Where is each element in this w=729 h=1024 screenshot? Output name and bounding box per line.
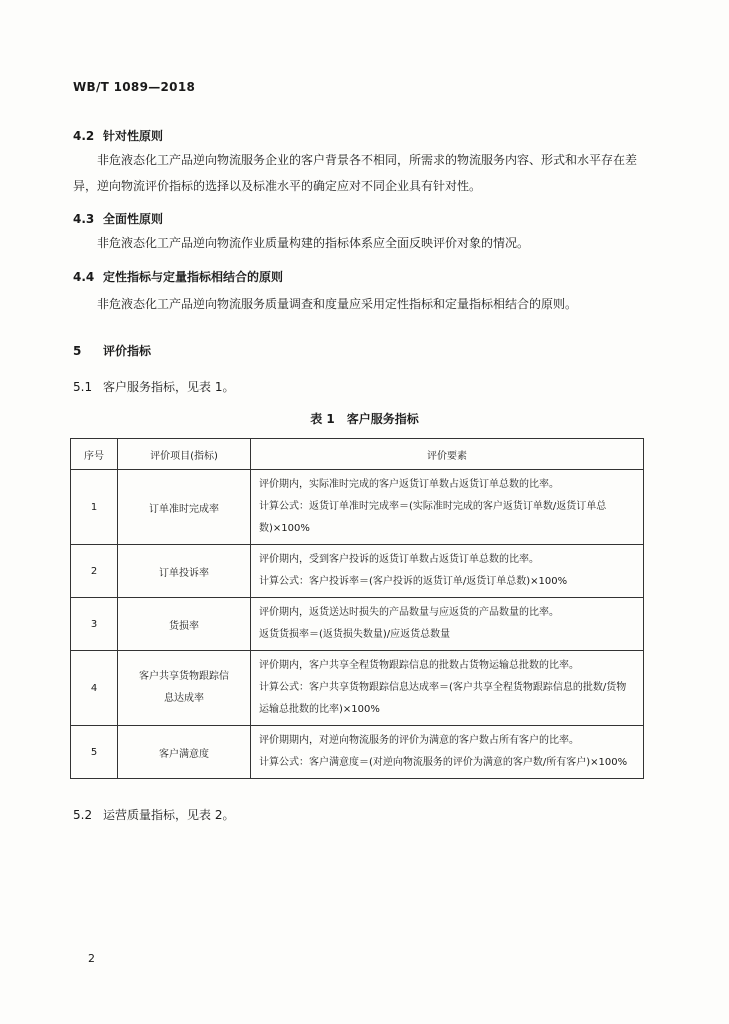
table-row — [71, 598, 644, 651]
section-title: 全面性原则 — [103, 212, 164, 226]
row-index: 4 — [71, 651, 118, 726]
table-row — [71, 545, 644, 598]
row-definition: 评价期期内，对逆向物流服务的评价为满意的客户数占所有客户的比率。 — [259, 735, 579, 746]
row-elements — [251, 651, 644, 726]
section-title: 评价指标 — [103, 344, 152, 358]
section-number: 5.1 — [73, 380, 93, 394]
row-definition: 评价期内，受到客户投诉的返货订单数占返货订单总数的比率。 — [259, 554, 539, 565]
section-4-4-paragraph: 非危液态化工产品逆向物流服务质量调查和度量应采用定性指标和定量指标相结合的原则。 — [97, 297, 578, 311]
standard-code: WB/T 1089—2018 — [73, 80, 196, 94]
section-4-3-paragraph: 非危液态化工产品逆向物流作业质量构建的指标体系应全面反映评价对象的情况。 — [97, 236, 530, 250]
page-number: 2 — [88, 952, 95, 965]
section-title: 针对性原则 — [103, 129, 164, 143]
section-4-3-heading — [73, 210, 163, 227]
table-row — [71, 726, 644, 779]
section-number: 4.2 — [73, 129, 95, 143]
section-4-2-paragraph: 非危液态化工产品逆向物流服务企业的客户背景各不相同，所需求的物流服务内容、形式和水平存在差异，逆向物流评价指标的选择以及标准水平的确定应对不同企业具有针对性。 — [73, 153, 638, 193]
row-formula: 计算公式：返货订单准时完成率＝(实际准时完成的客户返货订单数/返货订单总数)×100% — [259, 501, 607, 534]
row-elements — [251, 598, 644, 651]
row-definition: 评价期内，实际准时完成的客户返货订单数占返货订单总数的比率。 — [259, 479, 559, 490]
section-number: 5.2 — [73, 808, 93, 822]
table-row — [71, 651, 644, 726]
row-definition: 评价期内，客户共享全程货物跟踪信息的批数占货物运输总批数的比率。 — [259, 660, 579, 671]
table-header-row — [71, 439, 644, 470]
row-index: 3 — [71, 598, 118, 651]
section-5-1-line — [73, 378, 234, 395]
header-index: 序号 — [71, 439, 118, 470]
row-elements — [251, 545, 644, 598]
table-row — [71, 470, 644, 545]
section-number: 4.4 — [73, 270, 95, 284]
row-formula: 返货货损率＝(返货损失数量)/应返货总数量 — [259, 629, 451, 640]
row-index: 2 — [71, 545, 118, 598]
section-4-2-heading — [73, 127, 163, 144]
row-item: 订单准时完成率 — [118, 470, 251, 545]
row-elements — [251, 726, 644, 779]
section-text: 运营质量指标，见表 2。 — [103, 808, 235, 822]
section-title: 定性指标与定量指标相结合的原则 — [103, 270, 284, 284]
section-number: 5 — [73, 344, 82, 358]
row-item: 货损率 — [118, 598, 251, 651]
section-5-heading — [73, 342, 151, 359]
customer-service-indicators-table — [70, 438, 644, 779]
section-number: 4.3 — [73, 212, 95, 226]
section-4-4-heading — [73, 268, 283, 285]
row-item: 订单投诉率 — [118, 545, 251, 598]
header-item: 评价项目(指标) — [118, 439, 251, 470]
row-elements — [251, 470, 644, 545]
section-5-2-line — [73, 806, 234, 823]
row-index: 5 — [71, 726, 118, 779]
table-caption: 表 1 客户服务指标 — [310, 412, 419, 426]
row-index: 1 — [71, 470, 118, 545]
row-formula: 计算公式：客户共享货物跟踪信息达成率＝(客户共享全程货物跟踪信息的批数/货物运输总批数的比率)×100% — [259, 682, 627, 715]
row-formula: 计算公式：客户满意度＝(对逆向物流服务的评价为满意的客户数/所有客户)×100% — [259, 757, 628, 768]
row-item: 客户共享货物跟踪信息达成率 — [118, 651, 251, 726]
row-item: 客户满意度 — [118, 726, 251, 779]
header-elements: 评价要素 — [251, 439, 644, 470]
row-definition: 评价期内，返货送达时损失的产品数量与应返货的产品数量的比率。 — [259, 607, 559, 618]
row-formula: 计算公式：客户投诉率＝(客户投诉的返货订单/返货订单总数)×100% — [259, 576, 568, 587]
section-text: 客户服务指标，见表 1。 — [103, 380, 235, 394]
